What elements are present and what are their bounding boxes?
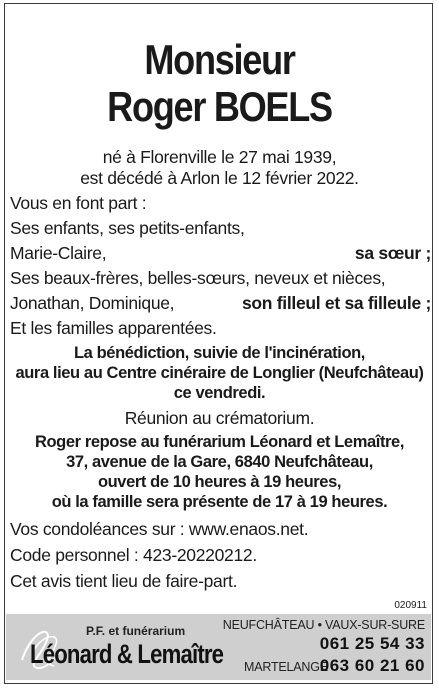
funeral-home-banner	[6, 614, 431, 680]
children-line: Ses enfants, ses petits-enfants,	[10, 218, 245, 238]
funeral-home-brand: Léonard & Lemaître	[30, 639, 224, 669]
title-name: Roger BOELS	[107, 83, 332, 130]
inlaws-line: Ses beaux-frères, belles-sœurs, neveux et nièces,	[10, 268, 386, 288]
godchildren-relation: son filleul et sa filleule ;	[241, 293, 431, 313]
location-primary: NEUFCHÂTEAU • VAUX-SUR-SURE	[222, 618, 425, 632]
location-secondary: MARTELANGE	[244, 660, 328, 674]
code-line: Code personnel : 423-20220212.	[10, 545, 257, 565]
reunion-line: Réunion au crématorium.	[124, 408, 315, 428]
visitation-line-3: ouvert de 10 heures à 19 heures,	[97, 473, 342, 491]
visitation-line-1: Roger repose au funérarium Léonard et Lemaître,	[34, 433, 405, 451]
families-line: Et les familles apparentées.	[10, 318, 217, 338]
condolences-line: Vos condoléances sur : www.enaos.net.	[10, 519, 309, 539]
godchildren-names: Jonathan, Dominique,	[10, 293, 175, 313]
death-line: est décédé à Arlon le 12 février 2022.	[80, 168, 359, 188]
birth-line: né à Florenville le 27 mai 1939,	[102, 147, 337, 167]
notice-line: Cet avis tient lieu de faire-part.	[10, 571, 238, 591]
ceremony-line-2: aura lieu au Centre cinéraire de Longlier (Neufchâteau)	[15, 364, 424, 382]
ceremony-line-3: ce vendredi.	[173, 384, 266, 402]
ceremony-line-1: La bénédiction, suivie de l'incinération,	[73, 344, 365, 362]
visitation-line-4: où la famille sera présente de 17 à 19 heures.	[51, 493, 388, 511]
phone-primary: 061 25 54 33	[319, 634, 425, 653]
visitation-line-2: 37, avenue de la Gare, 6840 Neufchâteau,	[66, 453, 373, 471]
title-honorific: Monsieur	[144, 36, 295, 83]
sister-relation: sa sœur ;	[354, 243, 431, 263]
reference-number: 020911	[394, 600, 427, 611]
intro-line: Vous en font part :	[10, 193, 147, 213]
funeral-home-label: P.F. et funérarium	[86, 624, 186, 638]
phone-secondary: 063 60 21 60	[319, 656, 425, 675]
sister-name: Marie-Claire,	[10, 243, 107, 263]
